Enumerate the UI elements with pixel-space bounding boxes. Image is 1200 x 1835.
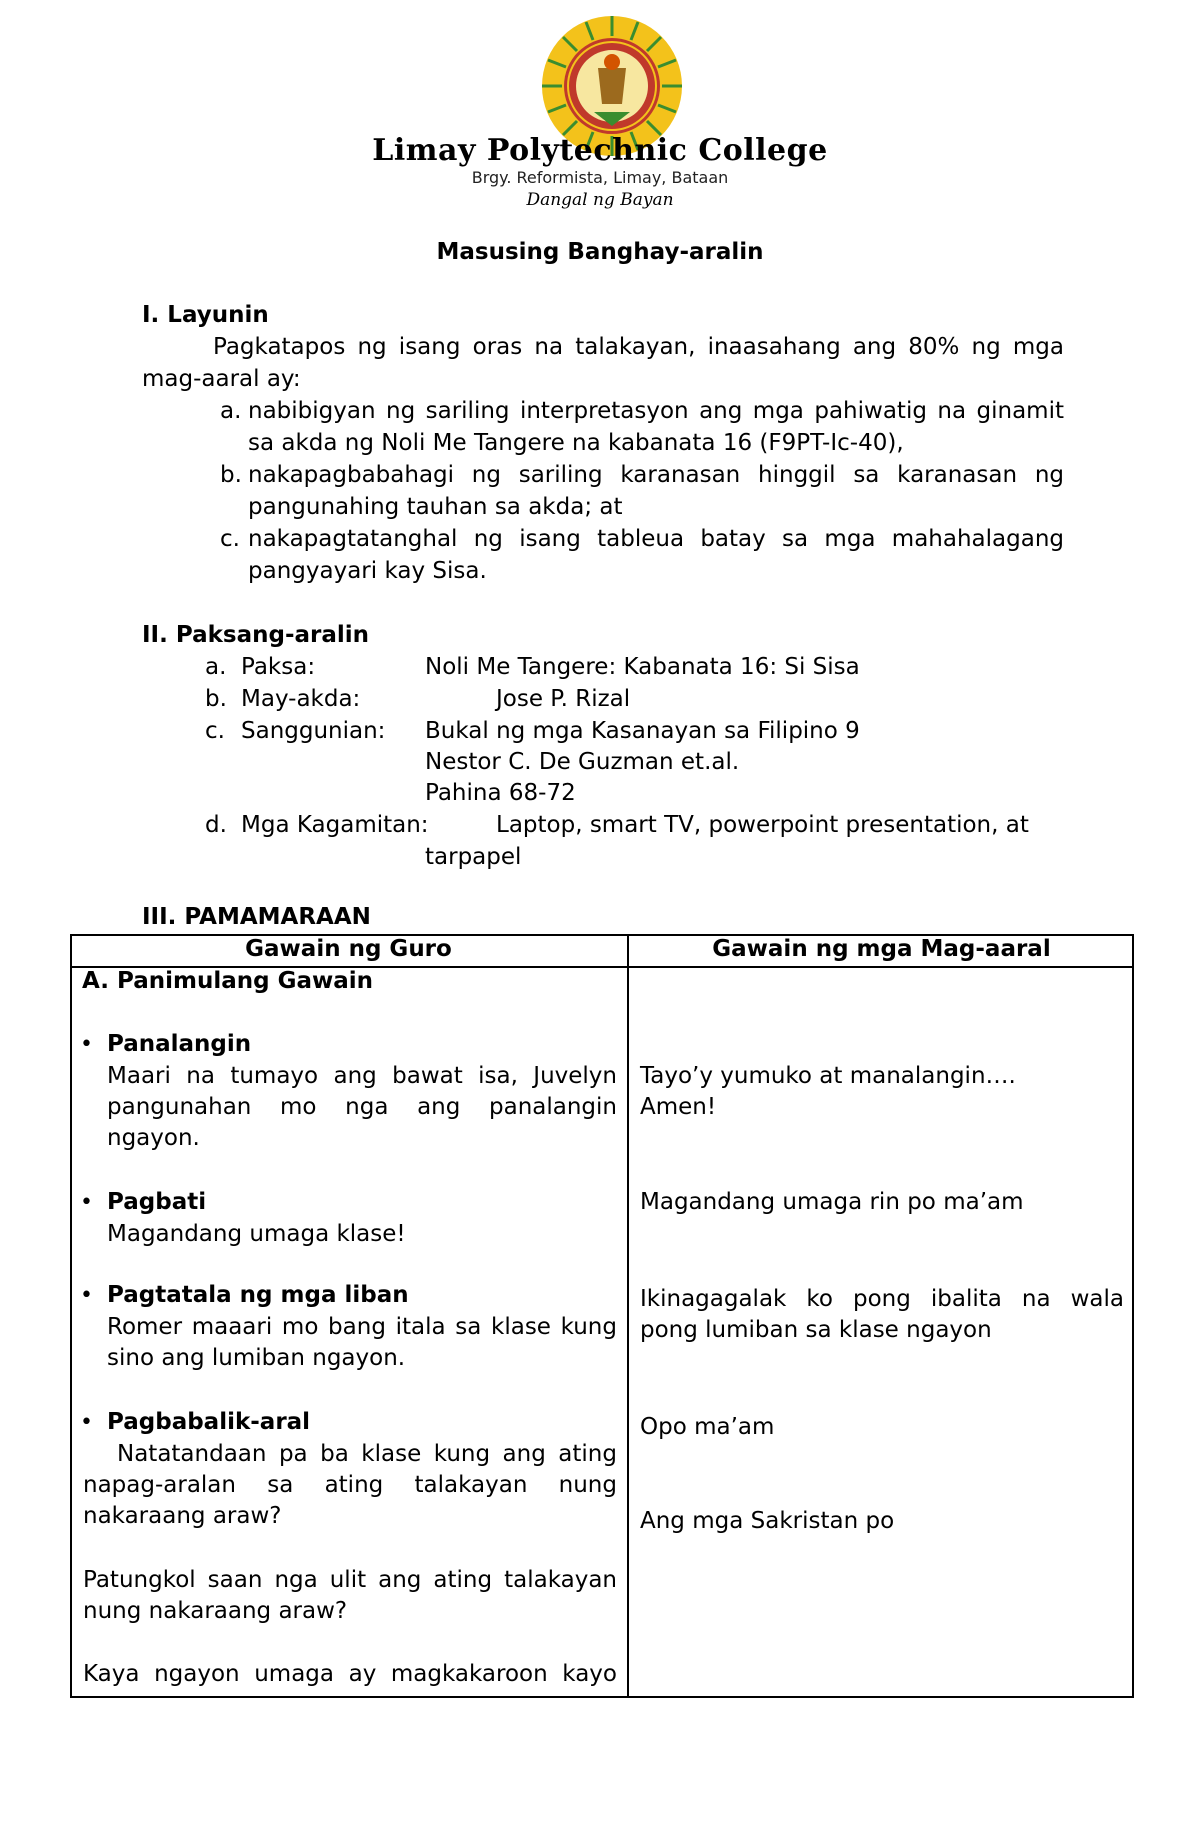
pagtatala-bullet: • (80, 1283, 93, 1308)
kagamitan-value-1: Laptop, smart TV, powerpoint presentation, at (496, 812, 1029, 838)
section-a-heading: A. Panimulang Gawain (82, 968, 374, 994)
panalangin-bullet: • (80, 1032, 93, 1057)
panalangin-teacher-line1: Maari na tumayo ang bawat isa, Juvelyn (107, 1063, 617, 1089)
panalangin-title: Panalangin (107, 1031, 252, 1057)
may-akda-label: May-akda: (241, 686, 361, 712)
pagtatala-student-line2: pong lumiban sa klase ngayon (640, 1317, 992, 1343)
column-header-teacher: Gawain ng Guro (245, 936, 452, 962)
document-title: Masusing Banghay-aralin (436, 239, 764, 265)
kagamitan-marker: d. (205, 812, 227, 838)
pagbati-bullet: • (80, 1190, 93, 1215)
objective-c-line2: pangyayari kay Sisa. (248, 558, 487, 584)
layunin-intro-line2: mag-aaral ay: (142, 366, 301, 392)
sanggunian-value-1: Bukal ng mga Kasanayan sa Filipino 9 (425, 718, 860, 744)
objective-b-marker: b. (220, 462, 242, 488)
pagbabalik-teacher-line4: Patungkol saan nga ulit ang ating talakayan (83, 1567, 617, 1593)
pagbabalik-teacher-line3: nakaraang araw? (83, 1503, 282, 1529)
college-address: Brgy. Reformista, Limay, Bataan (471, 168, 729, 187)
column-header-students: Gawain ng mga Mag-aaral (712, 936, 1051, 962)
may-akda-marker: b. (205, 686, 227, 712)
pagbati-student-line1: Magandang umaga rin po ma’am (640, 1189, 1024, 1215)
may-akda-value: Jose P. Rizal (496, 686, 631, 712)
pagbabalik-student-line1: Opo ma’am (640, 1414, 775, 1440)
pagbabalik-student-line2: Ang mga Sakristan po (640, 1508, 895, 1534)
objective-a-marker: a. (220, 398, 242, 424)
kagamitan-value-2: tarpapel (425, 844, 522, 870)
layunin-intro-line1: Pagkatapos ng isang oras na talakayan, inaasahang ang 80% ng mga (213, 334, 1064, 360)
pagbabalik-title: Pagbabalik-aral (107, 1409, 311, 1435)
objective-b-line1: nakapagbabahagi ng sariling karanasan hinggil sa karanasan ng (248, 462, 1064, 488)
objective-b-line2: pangunahing tauhan sa akda; at (248, 494, 623, 520)
pagbabalik-teacher-line6: Kaya ngayon umaga ay magkakaroon kayo (83, 1661, 617, 1687)
panalangin-teacher-line3: ngayon. (107, 1125, 200, 1151)
pagtatala-teacher-line1: Romer maaari mo bang itala sa klase kung (107, 1314, 617, 1340)
kagamitan-label: Mga Kagamitan: (241, 812, 429, 838)
pamamaraan-heading: III. PAMAMARAAN (142, 904, 371, 930)
pagbati-title: Pagbati (107, 1189, 207, 1215)
sanggunian-value-2: Nestor C. De Guzman et.al. (425, 749, 740, 775)
pagbabalik-bullet: • (80, 1410, 93, 1435)
paksang-aralin-heading: II. Paksang-aralin (142, 622, 370, 648)
college-name: Limay Polytechnic College (372, 133, 828, 168)
pagbati-teacher-line1: Magandang umaga klase! (107, 1221, 406, 1247)
pagtatala-student-line1: Ikinagagalak ko pong ibalita na wala (640, 1286, 1124, 1312)
layunin-heading: I. Layunin (142, 302, 269, 328)
objective-a-line2: sa akda ng Noli Me Tangere na kabanata 16 (F9PT-Ic-40), (248, 430, 904, 456)
objective-a-line1: nabibigyan ng sariling interpretasyon ang mga pahiwatig na ginamit (248, 398, 1064, 424)
pagbabalik-teacher-line1: Natatandaan pa ba klase kung ang ating (117, 1441, 617, 1467)
sanggunian-value-3: Pahina 68-72 (425, 780, 576, 806)
objective-c-line1: nakapagtatanghal ng isang tableua batay sa mga mahahalagang (248, 526, 1064, 552)
sanggunian-label: Sanggunian: (241, 718, 386, 744)
objective-c-marker: c. (220, 526, 240, 552)
paksa-value: Noli Me Tangere: Kabanata 16: Si Sisa (425, 654, 860, 680)
panalangin-student-line1: Tayo’y yumuko at manalangin…. (640, 1063, 1016, 1089)
panalangin-teacher-line2: pangunahan mo nga ang panalangin (107, 1094, 617, 1120)
pagtatala-title: Pagtatala ng mga liban (107, 1282, 409, 1308)
pagbabalik-teacher-line5: nung nakaraang araw? (83, 1598, 348, 1624)
pagtatala-teacher-line2: sino ang lumiban ngayon. (107, 1345, 406, 1371)
pagbabalik-teacher-line2: napag-aralan sa ating talakayan nung (83, 1472, 617, 1498)
table-column-divider (627, 934, 629, 1698)
panalangin-student-line2: Amen! (640, 1094, 717, 1120)
sanggunian-marker: c. (205, 718, 225, 744)
paksa-label: Paksa: (241, 654, 316, 680)
paksa-marker: a. (205, 654, 227, 680)
college-motto: Dangal ng Bayan (526, 190, 674, 210)
